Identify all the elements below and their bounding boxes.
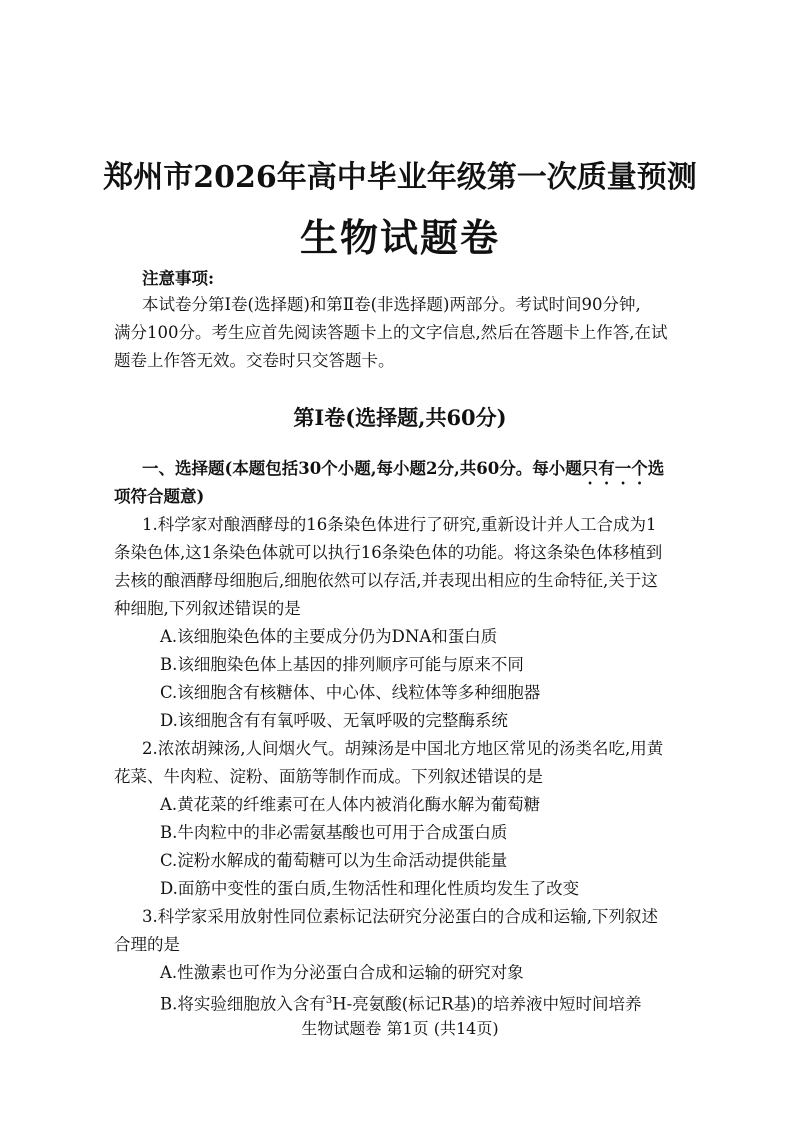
instruction-emphasis: 只有一个	[581, 459, 648, 478]
answer-option: D.面筋中变性的蛋白质,生物活性和理化性质均发生了改变	[160, 879, 580, 898]
answer-option: D.该细胞含有有氧呼吸、无氧呼吸的完整酶系统	[160, 711, 508, 730]
answer-option	[160, 990, 642, 1016]
answer-option: C.该细胞含有核糖体、中心体、线粒体等多种细胞器	[160, 683, 541, 702]
page-footer: 生物试题卷 第1页 (共14页)	[301, 1019, 499, 1038]
question-stem: 去核的酿酒酵母细胞后,细胞依然可以存活,并表现出相应的生命特征,关于这	[114, 571, 658, 590]
notice-line: 本试卷分第Ⅰ卷(选择题)和第Ⅱ卷(非选择题)两部分。考试时间90分钟,	[142, 295, 641, 314]
question-stem: 1.科学家对酿酒酵母的16条染色体进行了研究,重新设计并人工合成为1	[142, 515, 657, 534]
notice-line: 满分100分。考生应首先阅读答题卡上的文字信息,然后在答题卡上作答,在试	[114, 323, 668, 342]
isotope-superscript: 3	[325, 995, 333, 1006]
exam-title: 郑州市2026年高中毕业年级第一次质量预测	[103, 160, 697, 195]
question-stem: 合理的是	[114, 935, 180, 954]
instruction-text: 一、选择题(本题包括30个小题,每小题2分,共60分。每小题	[142, 459, 582, 478]
section-instruction: 项符合题意)	[114, 487, 205, 506]
answer-option: B.牛肉粒中的非必需氨基酸也可用于合成蛋白质	[160, 823, 508, 842]
question-stem: 种细胞,下列叙述错误的是	[114, 599, 301, 618]
answer-option: A.该细胞染色体的主要成分仍为DNA和蛋白质	[160, 627, 498, 646]
question-stem: 2.浓浓胡辣汤,人间烟火气。胡辣汤是中国北方地区常见的汤类名吃,用黄	[142, 739, 664, 758]
notice-line: 题卷上作答无效。交卷时只交答题卡。	[114, 351, 395, 370]
notice-heading: 注意事项:	[142, 269, 215, 288]
answer-option: C.淀粉水解成的葡萄糖可以为生命活动提供能量	[160, 851, 508, 870]
option-text: B.将实验细胞放入含有	[160, 994, 326, 1014]
section-heading: 第Ⅰ卷(选择题,共60分)	[293, 405, 507, 430]
question-stem: 3.科学家采用放射性同位素标记法研究分泌蛋白的合成和运输,下列叙述	[142, 907, 658, 926]
answer-option: A.黄花菜的纤维素可在人体内被消化酶水解为葡萄糖	[160, 795, 541, 814]
question-stem: 花菜、牛肉粒、淀粉、面筋等制作而成。下列叙述错误的是	[114, 767, 543, 786]
answer-option: B.该细胞染色体上基因的排列顺序可能与原来不同	[160, 655, 524, 674]
question-stem: 条染色体,这1条染色体就可以执行16条染色体的功能。将这条染色体移植到	[114, 543, 663, 562]
option-text: H-亮氨酸(标记R基)的培养液中短时间培养	[332, 994, 642, 1014]
instruction-text: 选	[647, 459, 665, 478]
answer-option: A.性激素也可作为分泌蛋白合成和运输的研究对象	[160, 963, 524, 982]
section-instruction	[142, 458, 664, 488]
exam-subject-title: 生物试题卷	[299, 215, 500, 260]
